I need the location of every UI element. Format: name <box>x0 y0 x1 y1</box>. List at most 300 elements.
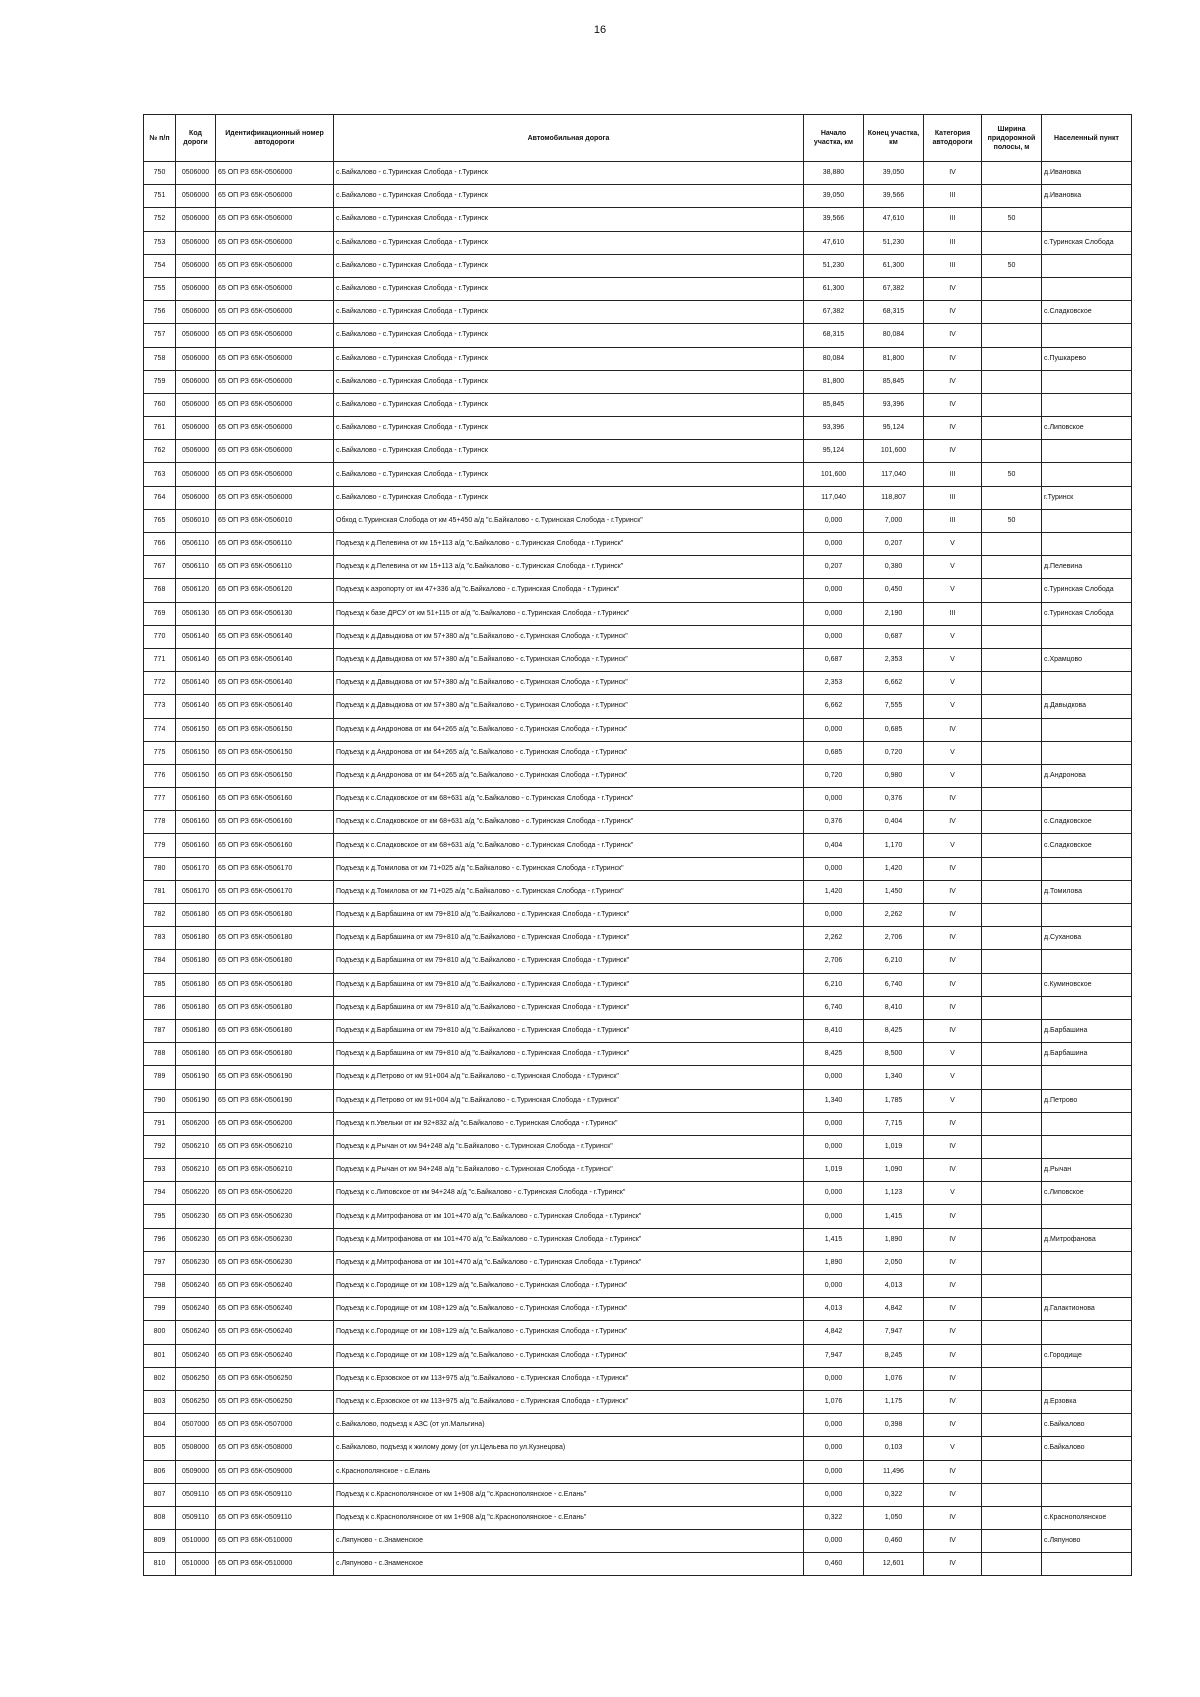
cell-road: с.Байкалово - с.Туринская Слобода - г.Туринск <box>334 254 804 277</box>
cell-id: 65 ОП РЗ 65К-0506000 <box>216 185 334 208</box>
cell-end: 0,720 <box>864 741 924 764</box>
table-row <box>144 1112 1132 1135</box>
cell-road: Подъезд к с.Сладковское от км 68+631 а/д "с.Байкалово - с.Туринская Слобода - г.Туринск" <box>334 834 804 857</box>
cell-num: 796 <box>144 1228 176 1251</box>
cell-id: 65 ОП РЗ 65К-0510000 <box>216 1553 334 1576</box>
cell-road: Подъезд к д.Барбашина от км 79+810 а/д "с.Байкалово - с.Туринская Слобода - г.Туринск" <box>334 950 804 973</box>
table-row <box>144 695 1132 718</box>
cell-end: 1,340 <box>864 1066 924 1089</box>
cell-end: 80,084 <box>864 324 924 347</box>
cell-width <box>982 533 1042 556</box>
cell-code: 0506180 <box>176 1043 216 1066</box>
cell-start: 7,947 <box>804 1344 864 1367</box>
cell-end: 4,842 <box>864 1298 924 1321</box>
cell-category: III <box>924 254 982 277</box>
cell-code: 0506000 <box>176 301 216 324</box>
cell-settlement <box>1042 625 1132 648</box>
cell-category: IV <box>924 1112 982 1135</box>
cell-start: 1,019 <box>804 1159 864 1182</box>
cell-code: 0506240 <box>176 1275 216 1298</box>
cell-id: 65 ОП РЗ 65К-0506000 <box>216 463 334 486</box>
cell-id: 65 ОП РЗ 65К-0506120 <box>216 579 334 602</box>
cell-start: 67,382 <box>804 301 864 324</box>
cell-id: 65 ОП РЗ 65К-0506180 <box>216 927 334 950</box>
cell-end: 1,890 <box>864 1228 924 1251</box>
cell-start: 0,000 <box>804 904 864 927</box>
cell-end: 0,450 <box>864 579 924 602</box>
cell-code: 0506180 <box>176 996 216 1019</box>
cell-category: III <box>924 463 982 486</box>
cell-category: IV <box>924 788 982 811</box>
cell-road: Подъезд к д.Барбашина от км 79+810 а/д "с.Байкалово - с.Туринская Слобода - г.Туринск" <box>334 1019 804 1042</box>
cell-category: IV <box>924 1019 982 1042</box>
cell-id: 65 ОП РЗ 65К-0506000 <box>216 347 334 370</box>
cell-settlement <box>1042 1112 1132 1135</box>
cell-width <box>982 324 1042 347</box>
cell-start: 0,000 <box>804 857 864 880</box>
cell-start: 0,404 <box>804 834 864 857</box>
cell-start: 0,000 <box>804 1460 864 1483</box>
cell-num: 783 <box>144 927 176 950</box>
cell-width <box>982 741 1042 764</box>
cell-start: 0,000 <box>804 533 864 556</box>
header-id: Идентификационный номер автодороги <box>216 115 334 162</box>
cell-category: V <box>924 764 982 787</box>
table-row <box>144 208 1132 231</box>
cell-id: 65 ОП РЗ 65К-0506150 <box>216 764 334 787</box>
cell-start: 1,076 <box>804 1390 864 1413</box>
cell-start: 0,460 <box>804 1553 864 1576</box>
cell-end: 1,090 <box>864 1159 924 1182</box>
cell-settlement <box>1042 672 1132 695</box>
table-row <box>144 973 1132 996</box>
cell-road: с.Краснополянское - с.Елань <box>334 1460 804 1483</box>
cell-num: 774 <box>144 718 176 741</box>
cell-category: IV <box>924 996 982 1019</box>
cell-end: 0,398 <box>864 1414 924 1437</box>
cell-width <box>982 834 1042 857</box>
cell-end: 1,420 <box>864 857 924 880</box>
cell-id: 65 ОП РЗ 65К-0506000 <box>216 370 334 393</box>
cell-id: 65 ОП РЗ 65К-0509000 <box>216 1460 334 1483</box>
table-row <box>144 672 1132 695</box>
cell-id: 65 ОП РЗ 65К-0506140 <box>216 648 334 671</box>
table-row <box>144 602 1132 625</box>
table-row <box>144 1135 1132 1158</box>
cell-start: 93,396 <box>804 417 864 440</box>
cell-start: 0,000 <box>804 625 864 648</box>
cell-num: 785 <box>144 973 176 996</box>
table-row <box>144 1414 1132 1437</box>
cell-category: IV <box>924 370 982 393</box>
cell-category: IV <box>924 1553 982 1576</box>
cell-start: 47,610 <box>804 231 864 254</box>
cell-num: 771 <box>144 648 176 671</box>
cell-road: Подъезд к с.Липовское от км 94+248 а/д "с.Байкалово - с.Туринская Слобода - г.Туринск" <box>334 1182 804 1205</box>
cell-start: 8,425 <box>804 1043 864 1066</box>
cell-id: 65 ОП РЗ 65К-0506250 <box>216 1367 334 1390</box>
cell-end: 7,947 <box>864 1321 924 1344</box>
cell-end: 47,610 <box>864 208 924 231</box>
cell-start: 0,000 <box>804 579 864 602</box>
cell-road: Подъезд к д.Петрово от км 91+004 а/д "с.Байкалово - с.Туринская Слобода - г.Туринск" <box>334 1089 804 1112</box>
cell-start: 0,000 <box>804 1530 864 1553</box>
cell-code: 0506140 <box>176 625 216 648</box>
table-row <box>144 1066 1132 1089</box>
cell-start: 68,315 <box>804 324 864 347</box>
cell-road: Подъезд к д.Андронова от км 64+265 а/д "с.Байкалово - с.Туринская Слобода - г.Туринск" <box>334 764 804 787</box>
cell-settlement: д.Давыдкова <box>1042 695 1132 718</box>
table-row <box>144 463 1132 486</box>
cell-road: с.Байкалово - с.Туринская Слобода - г.Туринск <box>334 301 804 324</box>
table-row <box>144 254 1132 277</box>
cell-road: Подъезд к д.Давыдкова от км 57+380 а/д "с.Байкалово - с.Туринская Слобода - г.Туринск" <box>334 672 804 695</box>
table-row <box>144 1506 1132 1529</box>
cell-num: 809 <box>144 1530 176 1553</box>
cell-category: V <box>924 648 982 671</box>
cell-id: 65 ОП РЗ 65К-0506170 <box>216 880 334 903</box>
cell-end: 7,000 <box>864 509 924 532</box>
cell-end: 6,740 <box>864 973 924 996</box>
cell-id: 65 ОП РЗ 65К-0506180 <box>216 904 334 927</box>
cell-settlement: с.Туринская Слобода <box>1042 231 1132 254</box>
cell-road: Подъезд к п.Увельки от км 92+832 а/д "с.Байкалово - с.Туринская Слобода - г.Туринск" <box>334 1112 804 1135</box>
cell-num: 794 <box>144 1182 176 1205</box>
cell-code: 0506210 <box>176 1159 216 1182</box>
cell-start: 0,685 <box>804 741 864 764</box>
cell-road: Подъезд к д.Рычан от км 94+248 а/д "с.Байкалово - с.Туринская Слобода - г.Туринск" <box>334 1159 804 1182</box>
cell-width: 50 <box>982 463 1042 486</box>
cell-end: 12,601 <box>864 1553 924 1576</box>
cell-end: 39,566 <box>864 185 924 208</box>
cell-settlement: с.Байкалово <box>1042 1437 1132 1460</box>
cell-code: 0506110 <box>176 556 216 579</box>
cell-category: IV <box>924 811 982 834</box>
cell-id: 65 ОП РЗ 65К-0506230 <box>216 1205 334 1228</box>
cell-end: 101,600 <box>864 440 924 463</box>
cell-width <box>982 1390 1042 1413</box>
roads-table <box>143 114 1132 1576</box>
cell-category: V <box>924 695 982 718</box>
cell-road: с.Байкалово - с.Туринская Слобода - г.Туринск <box>334 208 804 231</box>
cell-width <box>982 301 1042 324</box>
cell-road: с.Ляпуново - с.Знаменское <box>334 1553 804 1576</box>
cell-id: 65 ОП РЗ 65К-0506000 <box>216 324 334 347</box>
cell-id: 65 ОП РЗ 65К-0507000 <box>216 1414 334 1437</box>
cell-code: 0506000 <box>176 208 216 231</box>
cell-width <box>982 857 1042 880</box>
cell-code: 0506240 <box>176 1344 216 1367</box>
cell-id: 65 ОП РЗ 65К-0506000 <box>216 486 334 509</box>
cell-code: 0506190 <box>176 1066 216 1089</box>
cell-width <box>982 1321 1042 1344</box>
cell-category: IV <box>924 1135 982 1158</box>
cell-end: 8,425 <box>864 1019 924 1042</box>
cell-num: 776 <box>144 764 176 787</box>
cell-category: III <box>924 208 982 231</box>
cell-width <box>982 486 1042 509</box>
cell-road: Подъезд к с.Краснополянское от км 1+908 а/д "с.Краснополянское - с.Елань" <box>334 1483 804 1506</box>
cell-num: 764 <box>144 486 176 509</box>
cell-code: 0506010 <box>176 509 216 532</box>
cell-start: 85,845 <box>804 393 864 416</box>
table-row <box>144 185 1132 208</box>
table-row <box>144 417 1132 440</box>
cell-num: 787 <box>144 1019 176 1042</box>
cell-code: 0506160 <box>176 811 216 834</box>
cell-code: 0506140 <box>176 695 216 718</box>
cell-settlement <box>1042 788 1132 811</box>
cell-category: IV <box>924 880 982 903</box>
cell-num: 759 <box>144 370 176 393</box>
table-row <box>144 927 1132 950</box>
cell-width <box>982 625 1042 648</box>
cell-start: 6,740 <box>804 996 864 1019</box>
cell-settlement: с.Храмцово <box>1042 648 1132 671</box>
cell-code: 0506230 <box>176 1228 216 1251</box>
cell-end: 8,500 <box>864 1043 924 1066</box>
cell-road: Подъезд к базе ДРСУ от км 51+115 от а/д "с.Байкалово - с.Туринская Слобода - г.Туринск" <box>334 602 804 625</box>
cell-width <box>982 1275 1042 1298</box>
cell-num: 800 <box>144 1321 176 1344</box>
cell-code: 0506240 <box>176 1298 216 1321</box>
cell-code: 0506160 <box>176 834 216 857</box>
cell-id: 65 ОП РЗ 65К-0506000 <box>216 393 334 416</box>
cell-category: III <box>924 486 982 509</box>
table-row <box>144 1019 1132 1042</box>
header-settlement: Населенный пункт <box>1042 115 1132 162</box>
cell-end: 1,175 <box>864 1390 924 1413</box>
cell-width <box>982 880 1042 903</box>
table-row <box>144 741 1132 764</box>
cell-road: Подъезд к д.Андронова от км 64+265 а/д "с.Байкалово - с.Туринская Слобода - г.Туринск" <box>334 741 804 764</box>
cell-num: 797 <box>144 1251 176 1274</box>
table-row <box>144 904 1132 927</box>
cell-settlement: с.Краснополянское <box>1042 1506 1132 1529</box>
cell-num: 752 <box>144 208 176 231</box>
cell-end: 0,380 <box>864 556 924 579</box>
cell-id: 65 ОП РЗ 65К-0506240 <box>216 1298 334 1321</box>
cell-category: IV <box>924 1321 982 1344</box>
cell-id: 65 ОП РЗ 65К-0506000 <box>216 208 334 231</box>
cell-road: с.Байкалово - с.Туринская Слобода - г.Туринск <box>334 162 804 185</box>
cell-id: 65 ОП РЗ 65К-0506000 <box>216 231 334 254</box>
cell-start: 4,842 <box>804 1321 864 1344</box>
cell-width <box>982 1112 1042 1135</box>
cell-category: IV <box>924 1344 982 1367</box>
table-row <box>144 788 1132 811</box>
cell-start: 2,706 <box>804 950 864 973</box>
cell-width <box>982 1298 1042 1321</box>
cell-settlement: д.Ерзовка <box>1042 1390 1132 1413</box>
cell-settlement: д.Томилова <box>1042 880 1132 903</box>
cell-width <box>982 370 1042 393</box>
cell-settlement <box>1042 1066 1132 1089</box>
cell-start: 0,322 <box>804 1506 864 1529</box>
cell-category: IV <box>924 1275 982 1298</box>
cell-start: 0,000 <box>804 1112 864 1135</box>
cell-start: 0,000 <box>804 788 864 811</box>
table-row <box>144 393 1132 416</box>
table-row <box>144 1043 1132 1066</box>
cell-code: 0506170 <box>176 880 216 903</box>
cell-width <box>982 1205 1042 1228</box>
cell-code: 0506180 <box>176 1019 216 1042</box>
cell-start: 0,000 <box>804 1135 864 1158</box>
header-category: Категория автодороги <box>924 115 982 162</box>
table-row <box>144 440 1132 463</box>
cell-width <box>982 904 1042 927</box>
cell-start: 39,050 <box>804 185 864 208</box>
cell-num: 778 <box>144 811 176 834</box>
cell-settlement: с.Липовское <box>1042 1182 1132 1205</box>
table-row <box>144 533 1132 556</box>
cell-width <box>982 718 1042 741</box>
cell-settlement: д.Ивановка <box>1042 162 1132 185</box>
cell-num: 799 <box>144 1298 176 1321</box>
cell-road: Подъезд к с.Сладковское от км 68+631 а/д "с.Байкалово - с.Туринская Слобода - г.Туринск" <box>334 811 804 834</box>
cell-code: 0509110 <box>176 1483 216 1506</box>
table-row <box>144 301 1132 324</box>
cell-category: IV <box>924 927 982 950</box>
cell-road: с.Байкалово, подъезд к жилому дому (от ул.Цельева по ул.Кузнецова) <box>334 1437 804 1460</box>
cell-settlement <box>1042 1135 1132 1158</box>
cell-width <box>982 162 1042 185</box>
cell-settlement: д.Барбашина <box>1042 1043 1132 1066</box>
cell-start: 38,880 <box>804 162 864 185</box>
cell-start: 0,687 <box>804 648 864 671</box>
cell-road: Подъезд к д.Андронова от км 64+265 а/д "с.Байкалово - с.Туринская Слобода - г.Туринск" <box>334 718 804 741</box>
table-row <box>144 1437 1132 1460</box>
cell-end: 0,322 <box>864 1483 924 1506</box>
table-row <box>144 1390 1132 1413</box>
cell-settlement: с.Сладковское <box>1042 834 1132 857</box>
cell-id: 65 ОП РЗ 65К-0506240 <box>216 1275 334 1298</box>
cell-id: 65 ОП РЗ 65К-0506110 <box>216 556 334 579</box>
cell-category: IV <box>924 1367 982 1390</box>
table-row <box>144 231 1132 254</box>
cell-num: 763 <box>144 463 176 486</box>
cell-end: 0,376 <box>864 788 924 811</box>
cell-num: 777 <box>144 788 176 811</box>
cell-width <box>982 1089 1042 1112</box>
cell-category: IV <box>924 1414 982 1437</box>
cell-end: 0,687 <box>864 625 924 648</box>
cell-id: 65 ОП РЗ 65К-0506210 <box>216 1159 334 1182</box>
cell-category: IV <box>924 718 982 741</box>
cell-road: Подъезд к д.Митрофанова от км 101+470 а/д "с.Байкалово - с.Туринская Слобода - г.Туринск" <box>334 1205 804 1228</box>
cell-code: 0509110 <box>176 1506 216 1529</box>
cell-code: 0506200 <box>176 1112 216 1135</box>
cell-end: 1,123 <box>864 1182 924 1205</box>
cell-code: 0506250 <box>176 1390 216 1413</box>
table-row <box>144 1344 1132 1367</box>
cell-category: IV <box>924 347 982 370</box>
cell-settlement <box>1042 440 1132 463</box>
cell-end: 6,662 <box>864 672 924 695</box>
cell-road: Подъезд к д.Петрово от км 91+004 а/д "с.Байкалово - с.Туринская Слобода - г.Туринск" <box>334 1066 804 1089</box>
cell-num: 761 <box>144 417 176 440</box>
cell-road: Обход с.Туринская Слобода от км 45+450 а/д "с.Байкалово - с.Туринская Слобода - г.Туринск" <box>334 509 804 532</box>
header-road: Автомобильная дорога <box>334 115 804 162</box>
cell-start: 4,013 <box>804 1298 864 1321</box>
cell-width <box>982 764 1042 787</box>
cell-end: 1,019 <box>864 1135 924 1158</box>
cell-num: 802 <box>144 1367 176 1390</box>
cell-code: 0506230 <box>176 1251 216 1274</box>
cell-width <box>982 950 1042 973</box>
header-width: Ширина придорожной полосы, м <box>982 115 1042 162</box>
cell-num: 805 <box>144 1437 176 1460</box>
cell-road: Подъезд к д.Митрофанова от км 101+470 а/д "с.Байкалово - с.Туринская Слобода - г.Туринск" <box>334 1228 804 1251</box>
table-row <box>144 1367 1132 1390</box>
cell-code: 0506180 <box>176 904 216 927</box>
cell-settlement <box>1042 370 1132 393</box>
cell-start: 1,890 <box>804 1251 864 1274</box>
cell-width <box>982 811 1042 834</box>
cell-start: 0,376 <box>804 811 864 834</box>
cell-code: 0506000 <box>176 463 216 486</box>
cell-end: 0,103 <box>864 1437 924 1460</box>
cell-end: 1,415 <box>864 1205 924 1228</box>
cell-code: 0510000 <box>176 1553 216 1576</box>
cell-id: 65 ОП РЗ 65К-0506000 <box>216 254 334 277</box>
cell-road: Подъезд к д.Рычан от км 94+248 а/д "с.Байкалово - с.Туринская Слобода - г.Туринск" <box>334 1135 804 1158</box>
cell-road: с.Байкалово - с.Туринская Слобода - г.Туринск <box>334 417 804 440</box>
cell-num: 772 <box>144 672 176 695</box>
cell-code: 0506000 <box>176 440 216 463</box>
cell-end: 93,396 <box>864 393 924 416</box>
table-row <box>144 950 1132 973</box>
cell-category: IV <box>924 1159 982 1182</box>
cell-category: V <box>924 1089 982 1112</box>
cell-width <box>982 556 1042 579</box>
table-row <box>144 556 1132 579</box>
cell-width <box>982 579 1042 602</box>
cell-code: 0508000 <box>176 1437 216 1460</box>
cell-settlement: с.Сладковское <box>1042 811 1132 834</box>
cell-width <box>982 185 1042 208</box>
cell-settlement <box>1042 463 1132 486</box>
cell-num: 793 <box>144 1159 176 1182</box>
cell-width <box>982 788 1042 811</box>
cell-end: 11,496 <box>864 1460 924 1483</box>
cell-id: 65 ОП РЗ 65К-0509110 <box>216 1483 334 1506</box>
page-number: 16 <box>593 24 607 36</box>
cell-width <box>982 996 1042 1019</box>
cell-category: IV <box>924 904 982 927</box>
cell-end: 39,050 <box>864 162 924 185</box>
cell-category: IV <box>924 417 982 440</box>
table-row <box>144 625 1132 648</box>
cell-num: 810 <box>144 1553 176 1576</box>
cell-start: 0,000 <box>804 1483 864 1506</box>
cell-code: 0506120 <box>176 579 216 602</box>
cell-num: 758 <box>144 347 176 370</box>
cell-category: V <box>924 1043 982 1066</box>
cell-id: 65 ОП РЗ 65К-0506250 <box>216 1390 334 1413</box>
cell-category: V <box>924 1437 982 1460</box>
cell-settlement: д.Петрово <box>1042 1089 1132 1112</box>
cell-code: 0506230 <box>176 1205 216 1228</box>
cell-num: 766 <box>144 533 176 556</box>
cell-end: 1,076 <box>864 1367 924 1390</box>
table-row <box>144 1182 1132 1205</box>
cell-id: 65 ОП РЗ 65К-0506200 <box>216 1112 334 1135</box>
cell-num: 751 <box>144 185 176 208</box>
cell-category: IV <box>924 857 982 880</box>
cell-road: с.Байкалово - с.Туринская Слобода - г.Туринск <box>334 324 804 347</box>
